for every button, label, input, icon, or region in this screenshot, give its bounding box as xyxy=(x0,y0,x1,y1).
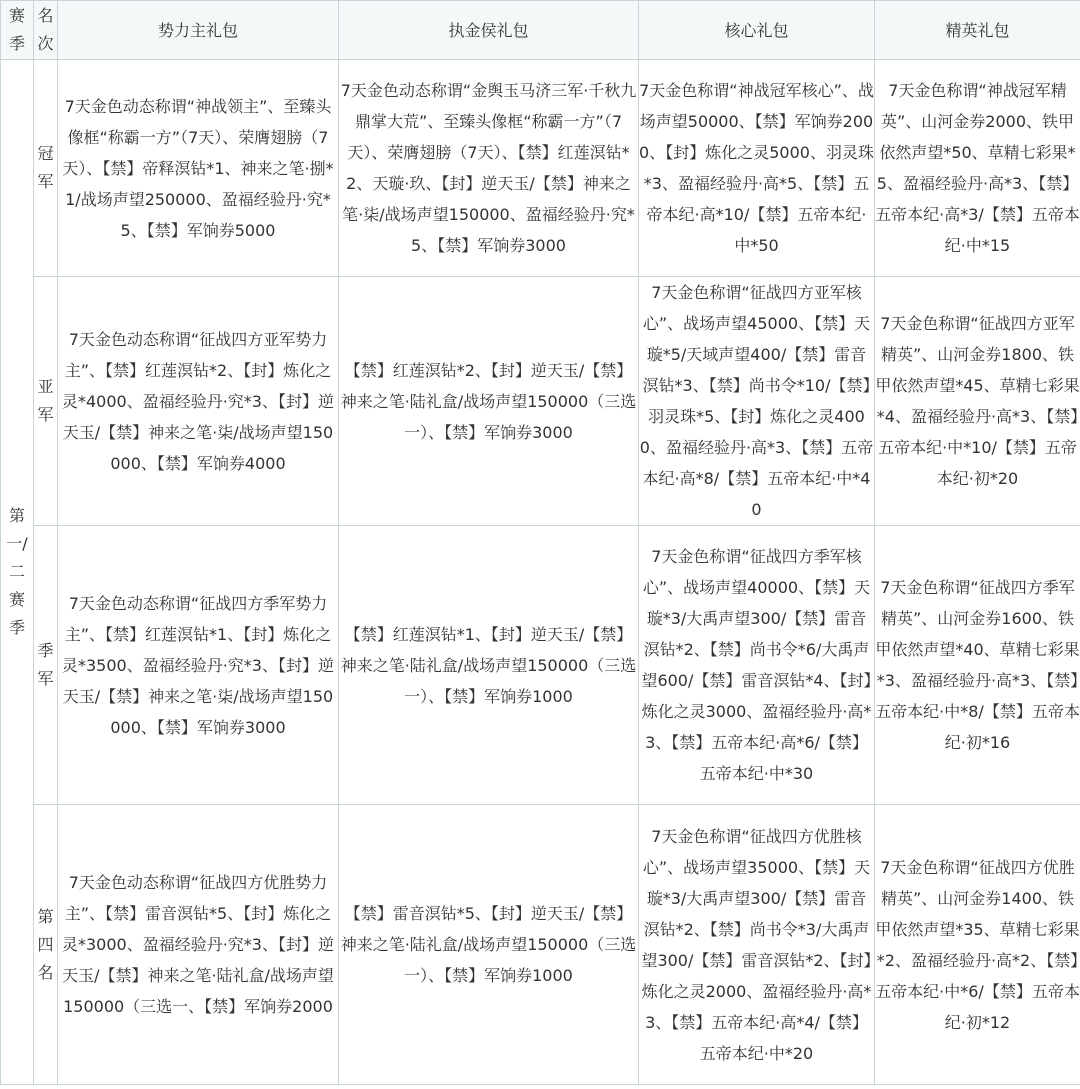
rank-cell: 冠军 xyxy=(34,60,58,277)
lord-pack-cell: 7天金色动态称谓“征战四方优胜势力主”、【禁】雷音溟钻*5、【封】炼化之灵*3000、盈福经验丹·究*3、【封】逆天玉/【禁】神来之笔·陆礼盒/战场声望150000（三选一、【禁】军饷券2000 xyxy=(58,805,339,1085)
header-lord-pack: 势力主礼包 xyxy=(58,1,339,60)
header-core-pack: 核心礼包 xyxy=(639,1,875,60)
core-pack-cell: 7天金色称谓“征战四方季军核心”、战场声望40000、【禁】天璇*3/大禹声望300/【禁】雷音溟钻*2、【禁】尚书令*6/大禹声望600/【禁】雷音溟钻*4、【封】炼化之灵3000、盈福经验丹·高*3、【禁】五帝本纪·高*6/【禁】五帝本纪·中*30 xyxy=(639,526,875,805)
elite-pack-cell: 7天金色称谓“征战四方优胜精英”、山河金券1400、铁甲依然声望*35、草精七彩果*2、盈福经验丹·高*2、【禁】五帝本纪·中*6/【禁】五帝本纪·初*12 xyxy=(875,805,1080,1085)
core-pack-cell: 7天金色称谓“神战冠军核心”、战场声望50000、【禁】军饷券2000、【封】炼化之灵5000、羽灵珠*3、盈福经验丹·高*5、【禁】五帝本纪·高*10/【禁】五帝本纪·中*50 xyxy=(639,60,875,277)
table-row xyxy=(1,526,1080,805)
rank-cell: 季军 xyxy=(34,526,58,805)
season-label: 第一/二赛季 xyxy=(1,60,34,1085)
lord-pack-cell: 7天金色动态称谓“征战四方亚军势力主”、【禁】红莲溟钻*2、【封】炼化之灵*4000、盈福经验丹·究*3、【封】逆天玉/【禁】神来之笔·柒/战场声望150000、【禁】军饷券4000 xyxy=(58,277,339,526)
header-season: 赛季 xyxy=(1,1,34,60)
marquis-pack-cell: 【禁】雷音溟钻*5、【封】逆天玉/【禁】神来之笔·陆礼盒/战场声望150000（三选一）、【禁】军饷券1000 xyxy=(339,805,639,1085)
table-row xyxy=(1,805,1080,1085)
core-pack-cell: 7天金色称谓“征战四方亚军核心”、战场声望45000、【禁】天璇*5/天域声望400/【禁】雷音溟钻*3、【禁】尚书令*10/【禁】羽灵珠*5、【封】炼化之灵4000、盈福经验丹·高*3、【禁】五帝本纪·高*8/【禁】五帝本纪·中*40 xyxy=(639,277,875,526)
header-elite-pack: 精英礼包 xyxy=(875,1,1080,60)
elite-pack-cell: 7天金色称谓“征战四方亚军精英”、山河金券1800、铁甲依然声望*45、草精七彩果*4、盈福经验丹·高*3、【禁】五帝本纪·中*10/【禁】五帝本纪·初*20 xyxy=(875,277,1080,526)
marquis-pack-cell: 7天金色动态称谓“金舆玉马济三军·千秋九鼎掌大荒”、至臻头像框“称霸一方”（7天）、荣膺翅膀（7天）、【禁】红莲溟钻*2、天璇·玖、【封】逆天玉/【禁】神来之笔·柒/战场声望150000、盈福经验丹·究*5、【禁】军饷券3000 xyxy=(339,60,639,277)
marquis-pack-cell: 【禁】红莲溟钻*1、【封】逆天玉/【禁】神来之笔·陆礼盒/战场声望150000（三选一）、【禁】军饷券1000 xyxy=(339,526,639,805)
elite-pack-cell: 7天金色称谓“神战冠军精英”、山河金券2000、铁甲依然声望*50、草精七彩果*5、盈福经验丹·高*3、【禁】五帝本纪·高*3/【禁】五帝本纪·中*15 xyxy=(875,60,1080,277)
lord-pack-cell: 7天金色动态称谓“征战四方季军势力主”、【禁】红莲溟钻*1、【封】炼化之灵*3500、盈福经验丹·究*3、【封】逆天玉/【禁】神来之笔·柒/战场声望150000、【禁】军饷券3000 xyxy=(58,526,339,805)
marquis-pack-cell: 【禁】红莲溟钻*2、【封】逆天玉/【禁】神来之笔·陆礼盒/战场声望150000（三选一）、【禁】军饷券3000 xyxy=(339,277,639,526)
rank-cell: 亚军 xyxy=(34,277,58,526)
lord-pack-cell: 7天金色动态称谓“神战领主”、至臻头像框“称霸一方”（7天）、荣膺翅膀（7天）、【禁】帝释溟钻*1、神来之笔·捌*1/战场声望250000、盈福经验丹·究*5、【禁】军饷券5000 xyxy=(58,60,339,277)
header-rank: 名次 xyxy=(34,1,58,60)
header-row xyxy=(1,1,1080,60)
header-marquis-pack: 执金侯礼包 xyxy=(339,1,639,60)
rank-cell: 第四名 xyxy=(34,805,58,1085)
elite-pack-cell: 7天金色称谓“征战四方季军精英”、山河金券1600、铁甲依然声望*40、草精七彩果*3、盈福经验丹·高*3、【禁】五帝本纪·中*8/【禁】五帝本纪·初*16 xyxy=(875,526,1080,805)
table-row xyxy=(1,277,1080,526)
table-row xyxy=(1,60,1080,277)
core-pack-cell: 7天金色称谓“征战四方优胜核心”、战场声望35000、【禁】天璇*3/大禹声望300/【禁】雷音溟钻*2、【禁】尚书令*3/大禹声望300/【禁】雷音溟钻*2、【封】炼化之灵2000、盈福经验丹·高*3、【禁】五帝本纪·高*4/【禁】五帝本纪·中*20 xyxy=(639,805,875,1085)
